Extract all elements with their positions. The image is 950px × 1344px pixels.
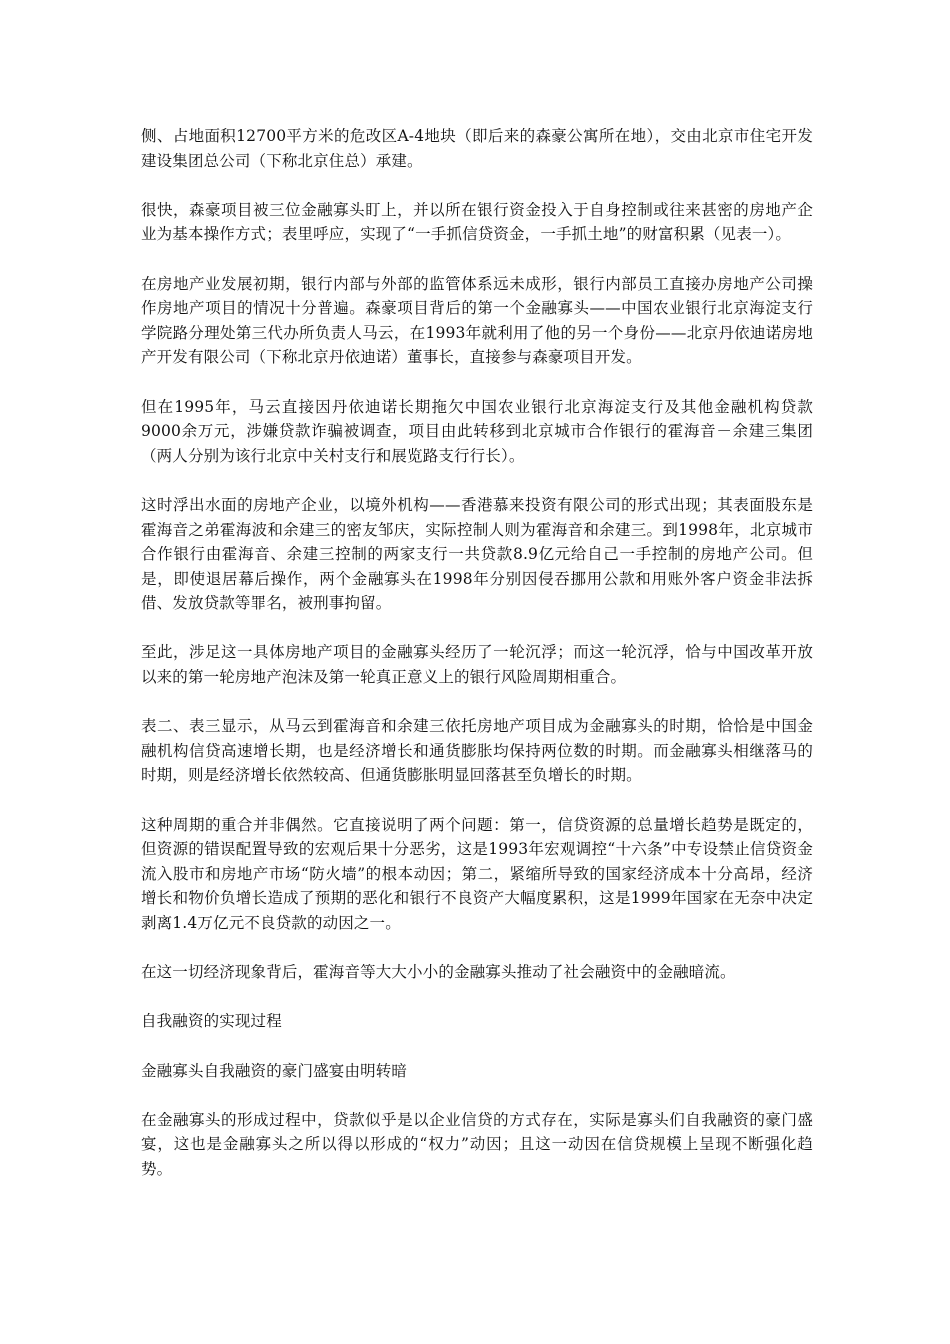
paragraph-1: 侧、占地面积12700平方米的危改区A-4地块（即后来的森豪公寓所在地），交由北京市住宅开发建设集团总公司（下称北京住总）承建。 [141,127,813,170]
section-heading: 自我融资的实现过程 [141,1012,282,1031]
paragraph-4: 但在1995年，马云直接因丹依迪诺长期拖欠中国农业银行北京海淀支行及其他金融机构贷款9000余万元，涉嫌贷款诈骗被调查，项目由此转移到北京城市合作银行的霍海音－余建三集团（两人分别为该行北京中关村支行和展览路支行行长）。 [141,397,813,465]
paragraph-6: 至此，涉足这一具体房地产项目的金融寡头经历了一轮沉浮；而这一轮沉浮，恰与中国改革开放以来的第一轮房地产泡沫及第一轮真正意义上的银行风险周期相重合。 [141,643,813,687]
paragraph-3: 在房地产业发展初期，银行内部与外部的监管体系远未成形，银行内部员工直接办房地产公司操作房地产项目的情况十分普遍。森豪项目背后的第一个金融寡头——中国农业银行北京海淀支行学院路分理处第三代办所负责人马云，在1993年就利用了他的另一个身份——北京丹依迪诺房地产开发有限公司（下称北京丹依迪诺）董事长，直接参与森豪项目开发。 [141,274,813,367]
document-body [141,124,813,1206]
paragraph-7: 表二、表三显示，从马云到霍海音和余建三依托房地产项目成为金融寡头的时期，恰恰是中国金融机构信贷高速增长期，也是经济增长和通货膨胀均保持两位数的时期。而金融寡头相继落马的时期，则是经济增长依然较高、但通货膨胀明显回落甚至负增长的时期。 [141,717,813,785]
paragraph-5: 这时浮出水面的房地产企业，以境外机构——香港慕来投资有限公司的形式出现；其表面股东是霍海音之弟霍海波和余建三的密友邹庆，实际控制人则为霍海音和余建三。到1998年，北京城市合作银行由霍海音、余建三控制的两家支行一共贷款8.9亿元给自己一手控制的房地产公司。但是，即使退居幕后操作，两个金融寡头在1998年分别因侵吞挪用公款和用账外客户资金非法拆借、发放贷款等罪名，被刑事拘留。 [141,495,813,613]
subsection-heading: 金融寡头自我融资的豪门盛宴由明转暗 [141,1061,408,1080]
paragraph-10: 在金融寡头的形成过程中，贷款似乎是以企业信贷的方式存在，实际是寡头们自我融资的豪门盛宴，这也是金融寡头之所以得以形成的“权力”动因；且这一动因在信贷规模上呈现不断强化趋势。 [141,1110,813,1178]
paragraph-2: 很快，森豪项目被三位金融寡头盯上，并以所在银行资金投入于自身控制或往来甚密的房地产企业为基本操作方式；表里呼应，实现了“一手抓信贷资金，一手抓土地”的财富积累（见表一）。 [141,200,813,244]
paragraph-9: 在这一切经济现象背后，霍海音等大大小小的金融寡头推动了社会融资中的金融暗流。 [141,963,736,982]
paragraph-8: 这种周期的重合并非偶然。它直接说明了两个问题：第一，信贷资源的总量增长趋势是既定的，但资源的错误配置导致的宏观后果十分恶劣，这是1993年宏观调控“十六条”中专设禁止信贷资金流入股市和房地产市场“防火墙”的根本动因；第二，紧缩所导致的国家经济成本十分高昂，经济增长和物价负增长造成了预期的恶化和银行不良资产大幅度累积，这是1999年国家在无奈中决定剥离1.4万亿元不良贷款的动因之一。 [141,815,813,932]
